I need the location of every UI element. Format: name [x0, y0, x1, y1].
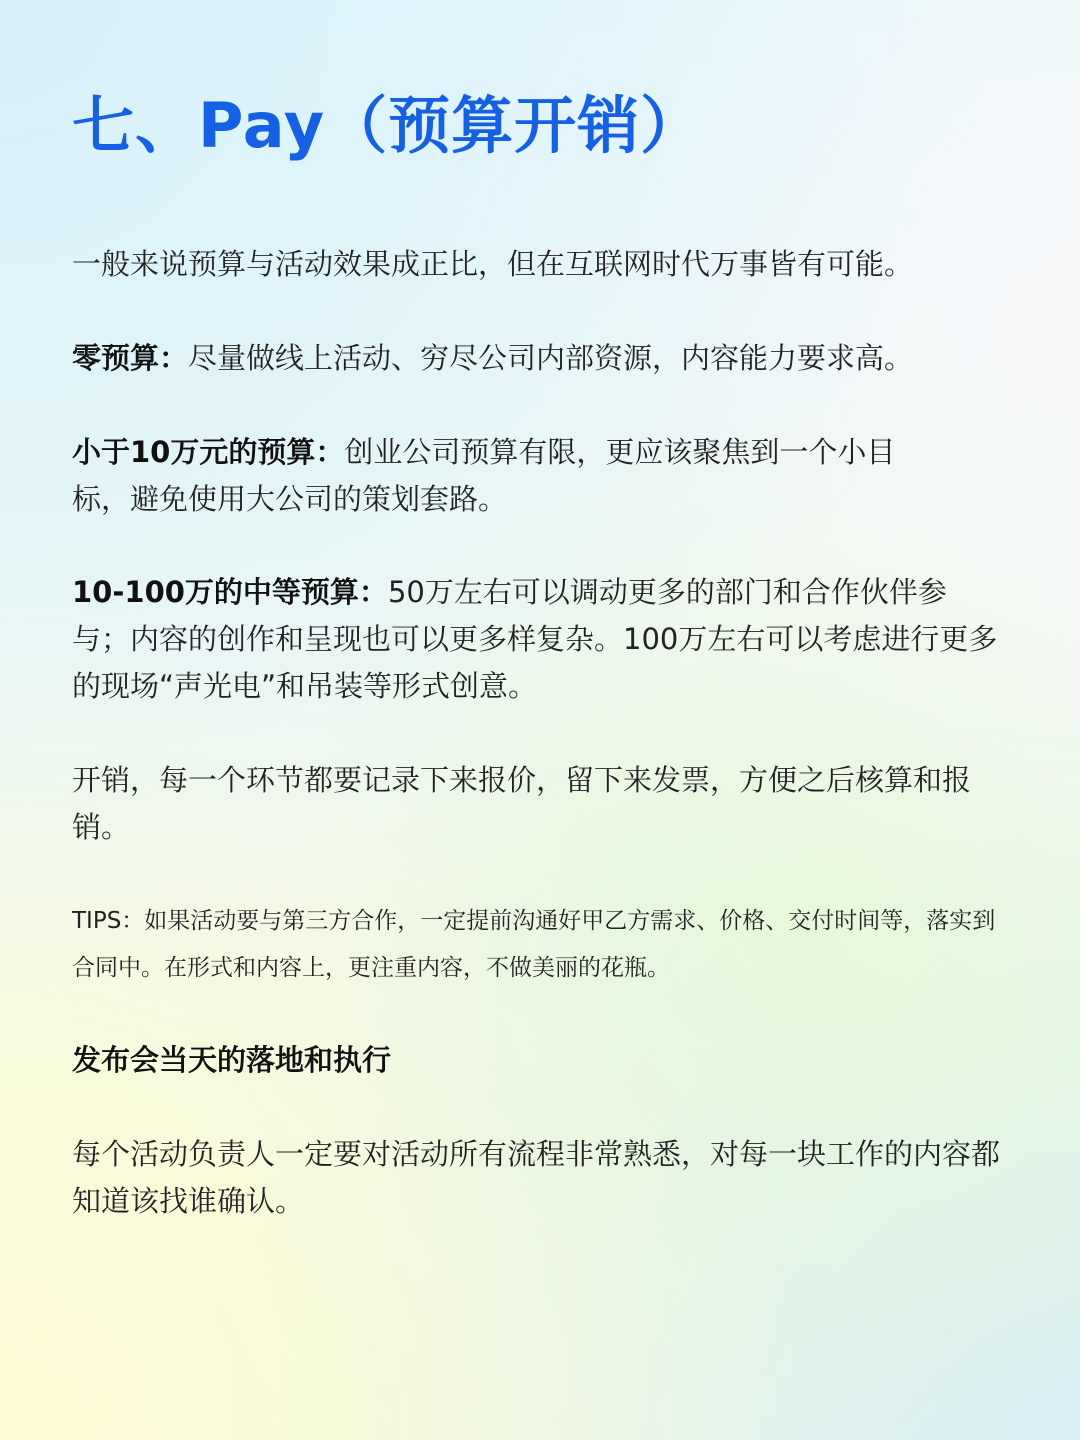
section-heading: 发布会当天的落地和执行 [72, 1043, 392, 1077]
budget-item-label: 零预算： [72, 341, 189, 375]
budget-item-text: 50万左右可以调动更多的部门和合作伙伴参与；内容的创作和呈现也可以更多样复杂。100万左右可以考虑进行更多的现场“声光电”和吊装等形式创意。 [72, 575, 998, 703]
intro-paragraph: 一般来说预算与活动效果成正比，但在互联网时代万事皆有可能。 [72, 247, 914, 281]
budget-item-medium [72, 569, 1002, 710]
budget-item-text: 创业公司预算有限，更应该聚焦到一个小目标，避免使用大公司的策划套路。 [72, 435, 896, 516]
expense-paragraph: 开销，每一个环节都要记录下来报价，留下来发票，方便之后核算和报销。 [72, 763, 972, 844]
budget-item-small [72, 429, 952, 523]
budget-item-text: 尽量做线上活动、穷尽公司内部资源，内容能力要求高。 [188, 341, 914, 375]
budget-item-zero [72, 335, 1012, 382]
page-title: 七、Pay（预算开销） [72, 89, 704, 162]
budget-item-label: 小于10万元的预算： [72, 435, 345, 469]
tips-paragraph: TIPS：如果活动要与第三方合作，一定提前沟通好甲乙方需求、价格、交付时间等，落实到合同中。在形式和内容上，更注重内容，不做美丽的花瓶。 [72, 908, 996, 981]
budget-item-label: 10-100万的中等预算： [72, 575, 388, 609]
section-paragraph: 每个活动负责人一定要对活动所有流程非常熟悉，对每一块工作的内容都知道该找谁确认。 [72, 1137, 1001, 1218]
